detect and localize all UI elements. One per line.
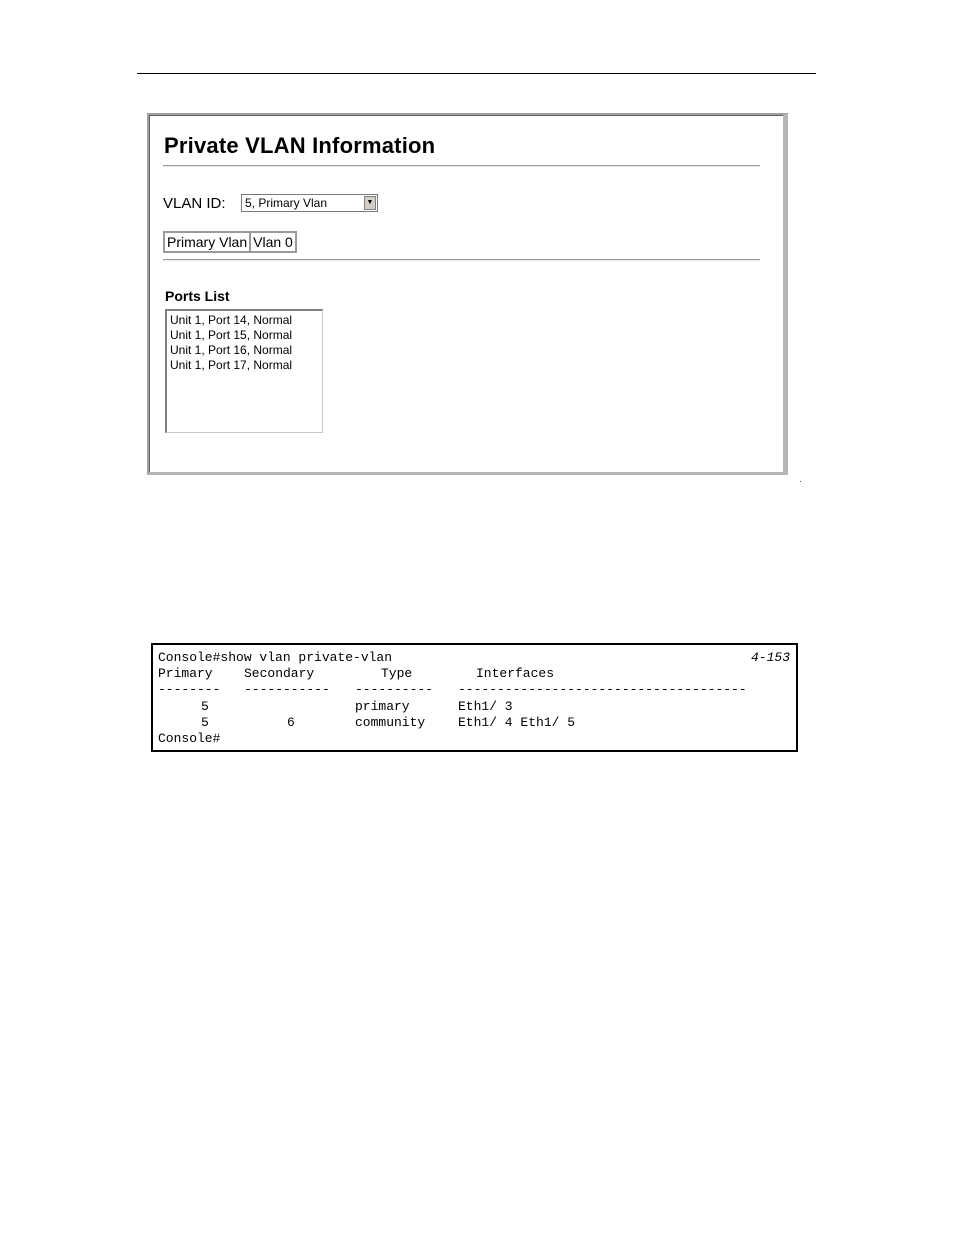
list-item[interactable]: Unit 1, Port 16, Normal [170, 343, 293, 357]
row2-interfaces: Eth1/ 4 Eth1/ 5 [458, 715, 576, 730]
separator-interfaces: ------------------------------------- [458, 682, 747, 697]
header-primary: Primary [158, 666, 213, 681]
separator-type: ---------- [355, 682, 434, 697]
chevron-down-icon[interactable]: ▼ [364, 196, 376, 210]
ports-listbox[interactable] [165, 309, 323, 433]
info-divider [163, 259, 760, 261]
row2-type: community [355, 715, 426, 730]
title-divider [163, 165, 760, 167]
row1-primary: 5 [201, 699, 209, 714]
table-row [164, 232, 296, 252]
list-item[interactable]: Unit 1, Port 14, Normal [170, 313, 293, 327]
separator-primary: -------- [158, 682, 221, 697]
console-output [151, 643, 798, 752]
page-header-rule [137, 73, 816, 74]
stray-mark [800, 481, 801, 482]
list-item[interactable]: Unit 1, Port 17, Normal [170, 358, 293, 372]
header-secondary: Secondary [244, 666, 315, 681]
console-command: Console#show vlan private-vlan [158, 650, 393, 665]
list-item[interactable]: Unit 1, Port 15, Normal [170, 328, 293, 342]
console-prompt: Console# [158, 731, 221, 746]
row1-type: primary [355, 699, 410, 714]
panel-inner [149, 115, 783, 472]
associated-vlan-cell: Vlan 0 [250, 232, 296, 252]
private-vlan-information-panel [147, 113, 788, 475]
vlan-type-cell: Primary Vlan [164, 232, 250, 252]
vlan-id-select[interactable] [241, 194, 378, 212]
vlan-info-table [163, 231, 297, 253]
row2-primary: 5 [201, 715, 209, 730]
vlan-id-selected-value: 5, Primary Vlan [245, 196, 328, 210]
row1-interfaces: Eth1/ 3 [458, 699, 513, 714]
row2-secondary: 6 [287, 715, 295, 730]
vlan-id-label: VLAN ID: [163, 195, 226, 212]
header-type: Type [381, 666, 413, 681]
page-title: Private VLAN Information [164, 133, 436, 158]
separator-secondary: ----------- [244, 682, 330, 697]
page-reference: 4-153 [750, 650, 790, 665]
ports-list-label: Ports List [165, 288, 230, 304]
header-interfaces: Interfaces [476, 666, 555, 681]
